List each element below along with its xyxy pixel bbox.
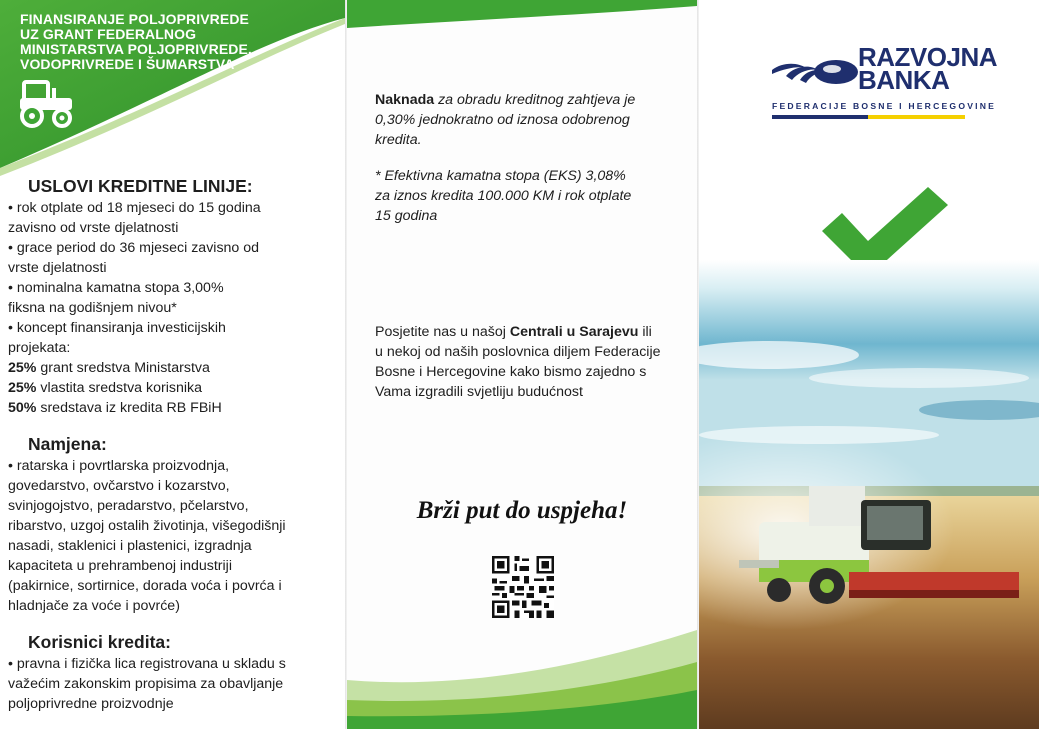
visit-pre: Posjetite nas u našoj xyxy=(375,324,510,340)
visit-line: u nekoj od naših poslovnica diljem Federacije xyxy=(375,344,661,360)
split-text: grant sredstva Ministarstva xyxy=(40,360,210,376)
split-percent: 50% xyxy=(8,400,37,416)
bank-logo xyxy=(772,42,998,126)
logo-line-1: RAZVOJNA xyxy=(858,42,998,72)
purpose-line: ribarstvo, uzgoj ostalih životinja, višegodišnji xyxy=(8,518,286,534)
logo-bar-yellow xyxy=(868,115,965,119)
purpose-heading: Namjena: xyxy=(28,434,107,454)
users-text xyxy=(8,654,333,714)
slogan: Brži put do uspjeha! xyxy=(416,497,628,524)
purpose-line: govedarstvo, ovčarstvo i kozarstvo, xyxy=(8,478,230,494)
visit-line: Vama izgradili svjetliju budućnost xyxy=(375,384,583,400)
funding-split-row xyxy=(8,398,333,418)
logo-bar-navy xyxy=(772,115,868,119)
fee-text xyxy=(375,90,665,150)
eks-line: * Efektivna kamatna stopa (EKS) 3,08% xyxy=(375,168,626,184)
list-item-cont: fiksna na godišnjem nivou* xyxy=(8,300,177,316)
purpose-text xyxy=(8,456,333,616)
logo-line-2: BANKA xyxy=(858,65,950,95)
header-title xyxy=(20,12,280,72)
list-item-cont: vrste djelatnosti xyxy=(8,260,107,276)
eks-note xyxy=(375,166,655,226)
logo-swoosh-icon xyxy=(772,56,858,86)
list-item: • nominalna kamatna stopa 3,00% xyxy=(8,278,333,298)
eks-line: za iznos kredita 100.000 KM i rok otplate xyxy=(375,188,632,204)
purpose-line: nasadi, staklenici i plastenici, izgradnja xyxy=(8,538,252,554)
purpose-line: kapaciteta u prehrambenoj industriji xyxy=(8,558,232,574)
visit-post: ili xyxy=(638,324,652,340)
list-item-cont: zavisno od vrste djelatnosti xyxy=(8,220,179,236)
fee-line: za obradu kreditnog zahtjeva je xyxy=(434,92,636,108)
purpose-line: hladnjače za voće i povrće) xyxy=(8,598,180,614)
logo-color-bar xyxy=(772,115,965,119)
visit-text xyxy=(375,322,680,402)
fee-label: Naknada xyxy=(375,92,435,108)
users-line: poljoprivredne proizvodnje xyxy=(8,696,174,712)
eks-line: 15 godina xyxy=(375,208,438,224)
users-heading: Korisnici kredita: xyxy=(28,632,171,652)
combine-harvester-field-photo xyxy=(699,260,1039,729)
fee-line: 0,30% jednokratno od iznosa odobrenog xyxy=(375,112,630,128)
purpose-line: • ratarska i povrtlarska proizvodnja, xyxy=(8,456,333,476)
split-percent: 25% xyxy=(8,380,37,396)
funding-split-row xyxy=(8,378,333,398)
list-item: • rok otplate od 18 mjeseci do 15 godina xyxy=(8,198,333,218)
visit-line: Bosne i Hercegovine kako bismo zajedno s xyxy=(375,364,647,380)
purpose-line: svinjogojstvo, peradarstvo, pčelarstvo, xyxy=(8,498,249,514)
list-item: • koncept finansiranja investicijskih xyxy=(8,318,333,338)
purpose-section xyxy=(8,434,333,616)
conditions-heading: USLOVI KREDITNE LINIJE: xyxy=(28,176,253,196)
users-section xyxy=(8,632,333,714)
funding-split-row xyxy=(8,358,333,378)
split-text: sredstava iz kredita RB FBiH xyxy=(40,400,222,416)
split-percent: 25% xyxy=(8,360,37,376)
tractor-icon xyxy=(18,80,76,128)
split-text: vlastita sredstva korisnika xyxy=(40,380,202,396)
list-item-cont: projekata: xyxy=(8,340,71,356)
conditions-section xyxy=(8,176,333,418)
logo-name xyxy=(858,42,998,95)
panel-left xyxy=(0,0,345,729)
header-title-line: UZ GRANT FEDERALNOG xyxy=(20,26,197,42)
purpose-line: (pakirnice, sortirnice, dorada voća i povrća i xyxy=(8,578,282,594)
header-title-line: MINISTARSTVA POLJOPRIVREDE, xyxy=(20,41,252,57)
conditions-list xyxy=(8,198,333,418)
list-item: • grace period do 36 mjeseci zavisno od xyxy=(8,238,333,258)
users-line: • pravna i fizička lica registrovana u skladu s xyxy=(8,654,333,674)
visit-bold: Centrali u Sarajevu xyxy=(509,324,639,340)
left-content xyxy=(8,176,333,728)
logo-subtitle: FEDERACIJE BOSNE I HERCEGOVINE xyxy=(772,101,997,111)
qr-code-icon[interactable] xyxy=(492,556,554,618)
users-line: važećim zakonskim propisima za obavljanje xyxy=(8,676,284,692)
fee-line: kredita. xyxy=(375,132,422,148)
header-title-line: VODOPRIVREDE I ŠUMARSTVA xyxy=(20,56,235,72)
header-title-line: FINANSIRANJE POLJOPRIVREDE xyxy=(20,11,249,27)
